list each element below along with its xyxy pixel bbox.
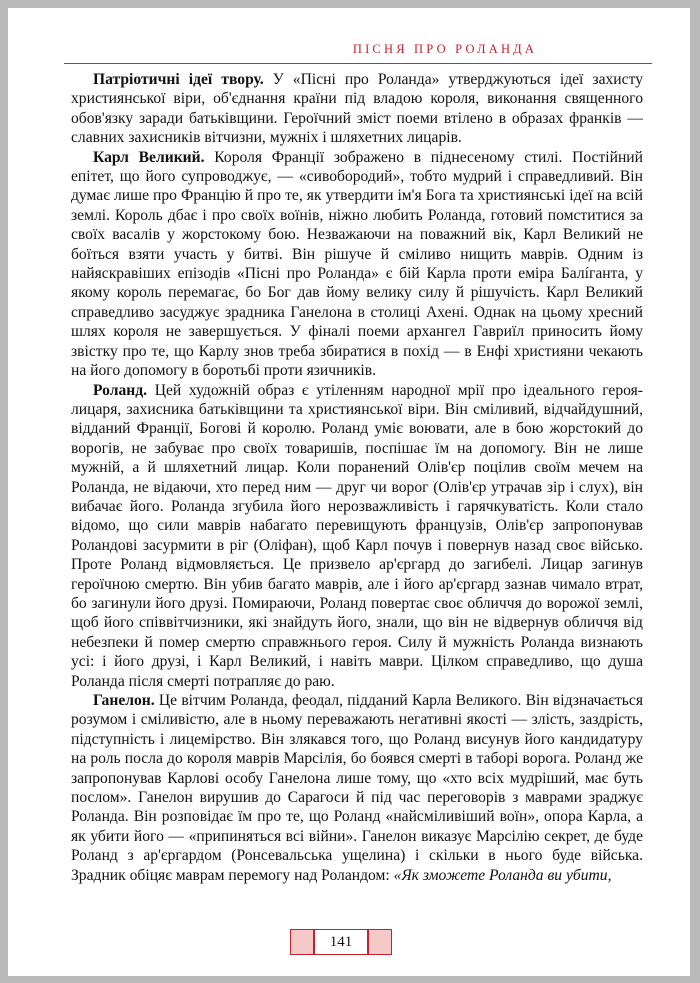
header-rule bbox=[64, 63, 652, 64]
paragraph-roland bbox=[71, 381, 643, 692]
running-header-title: ПІСНЯ ПРО РОЛАНДА bbox=[352, 42, 538, 56]
paragraph-patriotic-ideas bbox=[71, 70, 643, 148]
page-number-footer bbox=[290, 929, 392, 955]
footer-decor-box-right bbox=[368, 929, 392, 955]
paragraph-text: Короля Франції зображено в піднесеному стилі. Постійний епітет, що його супроводжує, — «сивобородий», тобто мудрий і справедливий. Він думає лише про Францію й про те, як утвердити ім'я Бога та християнські ідеї на всій землі. Король дбає і про своїх воїнів, ніжно любить Роланда, готовий помститися за своїх васалів у жорстокому бою. Незважаючи на поважний вік, Карл Великий не боїться взяти участь у битві. Він рішуче й сміливо нищить маврів. Одним із найяскравіших епізодів «Пісні про Роланда» є бій Карла проти еміра Балíганта, у якому король перемагає, бо Бог дав йому велику силу й рішучість. Карл Великий справедливо засуджує зрадника Ганелона в столиці Ахені. Однак на цьому хресний шлях короля не завершується. У фіналі поеми архангел Гавриїл приносить йому звістку про те, що Карлу знов треба збиратися в похід — в Енфі християни чекають на його допомогу в боротьбі проти язичників. bbox=[71, 148, 643, 380]
body-text bbox=[71, 70, 643, 885]
paragraph-text: Це вітчим Роланда, феодал, підданий Карла Великого. Він відзначається розумом і сміливістю, але в ньому переважають негативні якості — злість, заздрість, підступність і лицемірство. Він злякався того, що Роланд висунув його кандидатуру на роль посла до короля маврів Марсілія, бо боявся смерті в таборі ворога. Роланд же запропонував Карлові особу Ганелона лише тому, що «хто всіх мудріший, має буть послом». Ганелон вирушив до Сарагоси й під час переговорів з маврами зраджує Роланда. Він розповідає їм про те, що Роланд «найсміливіший воїн», опора Карла, а як убити його — «припиняться всі війни». Ганелон виказує Марсілію секрет, де буде Роланд з ар'єргардом (Ронсевальська ущелина) і скільки в нього буде війська. Зрадник обіцяє маврам перемогу над Роландом: bbox=[71, 692, 643, 884]
paragraph-lead: Карл Великий. bbox=[93, 148, 205, 166]
book-page bbox=[8, 8, 690, 976]
footer-decor-box-left bbox=[290, 929, 314, 955]
page-number: 141 bbox=[314, 929, 368, 955]
paragraph-ganelon bbox=[71, 691, 643, 885]
paragraph-text: У «Пісні про Роланда» утверджуються ідеї захисту християнської віри, об'єднання країни під владою короля, виконання священного обов'язку заради батьківщини. Героїчний зміст поеми втілено в образах франків — славних захисників вітчизни, мужніх і шляхетних лицарів. bbox=[71, 71, 643, 147]
paragraph-lead: Роланд. bbox=[93, 381, 148, 399]
quote-italic: «Як зможете Роланда ви убити, bbox=[393, 866, 612, 884]
paragraph-lead: Ганелон. bbox=[93, 692, 155, 709]
paragraph-lead: Патріотичні ідеї твору. bbox=[93, 71, 264, 88]
paragraph-text: Цей художній образ є утіленням народної мрії про ідеального героя-лицаря, захисника батьківщини та християнської віри. Він сміливий, відчайдушний, відданий Франції, Богові й королю. Роланд уміє воювати, але в бою жорстокий до ворогів, не забуває про своїх товаришів, поспішає їм на допомогу. Він не лише мужній, а й шляхетний лицар. Коли поранений Олів'єр поцілив своїм мечем на Роланда, не відаючи, хто перед ним — друг чи ворог (Олів'єр утрачав зір і слух), він вибачає його. Роланда згубила його нерозважливість і гарячкуватість. Коли стало відомо, що сили маврів набагато перевищують французів, Олів'єр запропонував Роландові засурмити в ріг (Оліфан), щоб Карл почув і повернув назад своє військо. Проте Роланд відмовляється. Це призвело ар'єргард до загибелі. Лицар загинув героїчною смертю. Він убив багато маврів, але і його ар'єргард зазнав чимало втрат, бо загинули його друзі. Помираючи, Роланд повертає своє обличчя до ворожої землі, щоб його співвітчизники, які знайдуть його, знали, що він не відвернув обличчя від небезпеки й помер смертю справжнього героя. Силу й мужність Роланда визнають усі: і його друзі, і Карл Великий, і навіть маври. Цілком справедливо, що душа Роланда після смерті потрапляє до раю. bbox=[71, 381, 643, 690]
paragraph-charlemagne bbox=[71, 148, 643, 381]
